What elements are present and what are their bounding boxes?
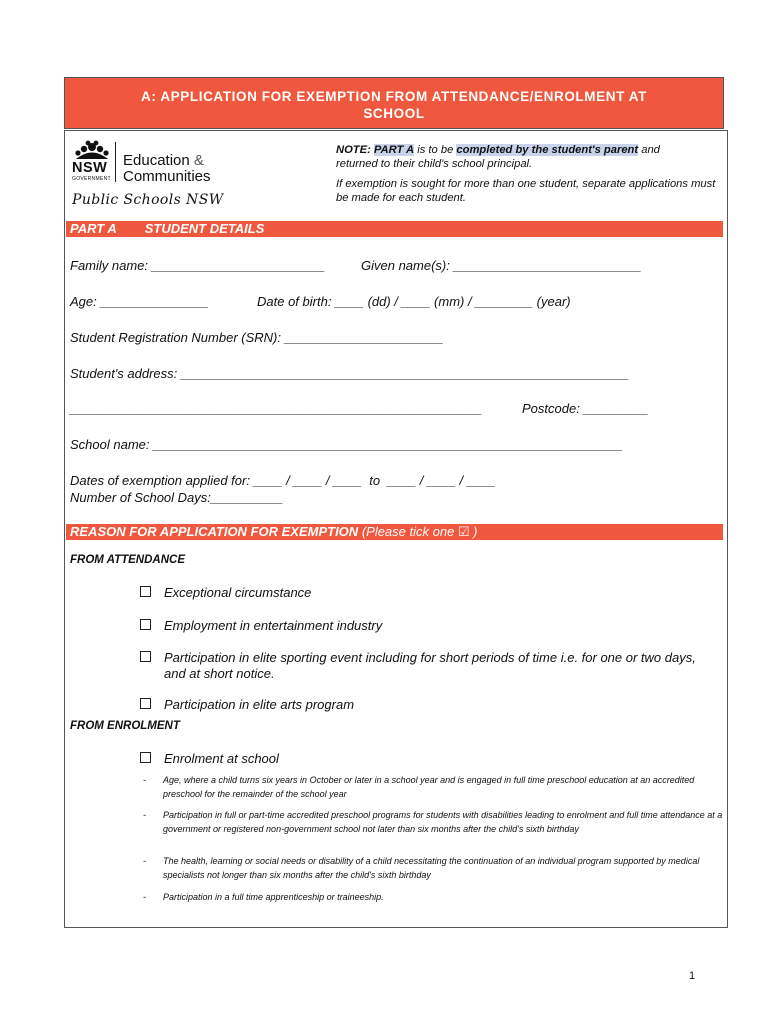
condition-text: Participation in full or part-time accredited preschool programs for students with disabilities leading to enrolment and full time attendance at a government or registered non-government school not later than six months after the child's sixth birthday xyxy=(163,810,723,834)
enrolment-condition: - Participation in full or part-time accredited preschool programs for students with disabilities leading to enrolment and full time attendance at a government or registered non-government school not later than six months after the child's sixth birthday xyxy=(143,810,723,834)
given-names-field[interactable]: Given name(s): __________________________ xyxy=(361,258,642,273)
family-name-field[interactable]: Family name: ________________________ xyxy=(70,258,326,273)
enrolment-condition: - Age, where a child turns six years in October or later in a school year and is engaged in full time preschool education at an accredited preschool for the remainder of the school year xyxy=(143,773,723,801)
nsw-wordmark: NSW xyxy=(72,160,108,176)
form-title-line2: SCHOOL xyxy=(363,106,425,121)
date-of-birth-field[interactable]: Date of birth: ____ (dd) / ____ (mm) / ________ (year) xyxy=(257,294,571,309)
checkbox[interactable] xyxy=(140,698,151,709)
note-prefix: NOTE: xyxy=(336,144,371,156)
note-line2: returned to their child's school principal. xyxy=(336,158,533,170)
from-enrolment-heading: FROM ENROLMENT xyxy=(70,720,180,732)
condition-text: Participation in a full time apprenticeship or traineeship. xyxy=(163,892,384,902)
elite-arts-option[interactable] xyxy=(140,697,720,713)
option-label: Exceptional circumstance xyxy=(164,585,312,600)
option-label: Participation in elite sporting event including for short periods of time i.e. for one or two days, and at short notice. xyxy=(164,650,696,681)
option-label: Enrolment at school xyxy=(164,751,279,766)
education-communities-label xyxy=(123,153,211,185)
postcode-field[interactable]: Postcode: _________ xyxy=(522,401,649,416)
entertainment-industry-option[interactable] xyxy=(140,618,720,634)
srn-field[interactable]: Student Registration Number (SRN): ______________________ xyxy=(70,330,444,345)
checkbox[interactable] xyxy=(140,586,151,597)
elite-sporting-option[interactable] xyxy=(140,650,715,682)
logo-divider xyxy=(115,142,116,182)
from-attendance-heading: FROM ATTENDANCE xyxy=(70,554,185,566)
note-completed: completed by the student's parent xyxy=(456,144,639,156)
page-number: 1 xyxy=(689,970,696,982)
option-label: Participation in elite arts program xyxy=(164,697,355,712)
government-label: GOVERNMENT xyxy=(72,176,111,182)
enrolment-condition: - The health, learning or social needs or disability of a child necessitating the continuation of an individual program supported by medical specialists not longer than six months after the child's sixth birthday xyxy=(143,854,723,882)
condition-text: The health, learning or social needs or disability of a child necessitating the continuation of an individual program supported by medical specialists not longer than six months after the child's sixth birthday xyxy=(163,856,700,880)
form-title-banner xyxy=(64,77,724,129)
nsw-education-logo xyxy=(72,140,242,215)
note-para-2: If exemption is sought for more than one student, separate applications must be made for each student. xyxy=(336,178,716,204)
note-para-1 xyxy=(336,143,716,171)
reason-title: REASON FOR APPLICATION FOR EXEMPTION xyxy=(70,524,359,539)
condition-text: Age, where a child turns six years in October or later in a school year and is engaged in full time preschool education at an accredited preschool for the remainder of the school year xyxy=(163,775,695,799)
public-schools-nsw-label: Public Schools NSW xyxy=(72,192,224,208)
student-address-field[interactable]: Student's address: ______________________________________________________________ xyxy=(70,366,630,381)
enrolment-condition: - Participation in a full time apprenticeship or traineeship. xyxy=(143,890,723,904)
checkbox[interactable] xyxy=(140,752,151,763)
note-and: and xyxy=(641,144,660,156)
checkbox[interactable] xyxy=(140,651,151,662)
student-address-line2-field[interactable]: _________________________________________________________ xyxy=(70,401,483,416)
checkbox[interactable] xyxy=(140,619,151,630)
exceptional-circumstance-option[interactable] xyxy=(140,585,720,601)
note-part-a: PART A xyxy=(373,144,415,156)
communities-word: Communities xyxy=(123,168,211,185)
exemption-dates-field[interactable]: Dates of exemption applied for: ____ / ____ / ____ to ____ / ____ / ____ xyxy=(70,473,496,488)
school-name-field[interactable]: School name: _________________________________________________________________ xyxy=(70,437,624,452)
ampersand: & xyxy=(193,152,204,169)
option-label: Employment in entertainment industry xyxy=(164,618,383,633)
age-field[interactable]: Age: _______________ xyxy=(70,294,209,309)
waratah-icon xyxy=(72,140,112,160)
part-a-label: PART A xyxy=(70,221,117,236)
school-days-field[interactable]: Number of School Days:__________ xyxy=(70,490,284,505)
enrolment-at-school-option[interactable] xyxy=(140,751,720,767)
note-is-to-be: is to be xyxy=(417,144,454,156)
reason-section-bar xyxy=(66,524,723,540)
part-a-note xyxy=(336,143,716,205)
education-word: Education xyxy=(123,152,190,169)
part-a-section-bar xyxy=(66,221,723,237)
form-title-line1: A: APPLICATION FOR EXEMPTION FROM ATTENDANCE/ENROLMENT AT xyxy=(141,89,647,104)
part-a-title: STUDENT DETAILS xyxy=(144,221,265,236)
reason-hint: (Please tick one ☑ ) xyxy=(361,524,478,539)
